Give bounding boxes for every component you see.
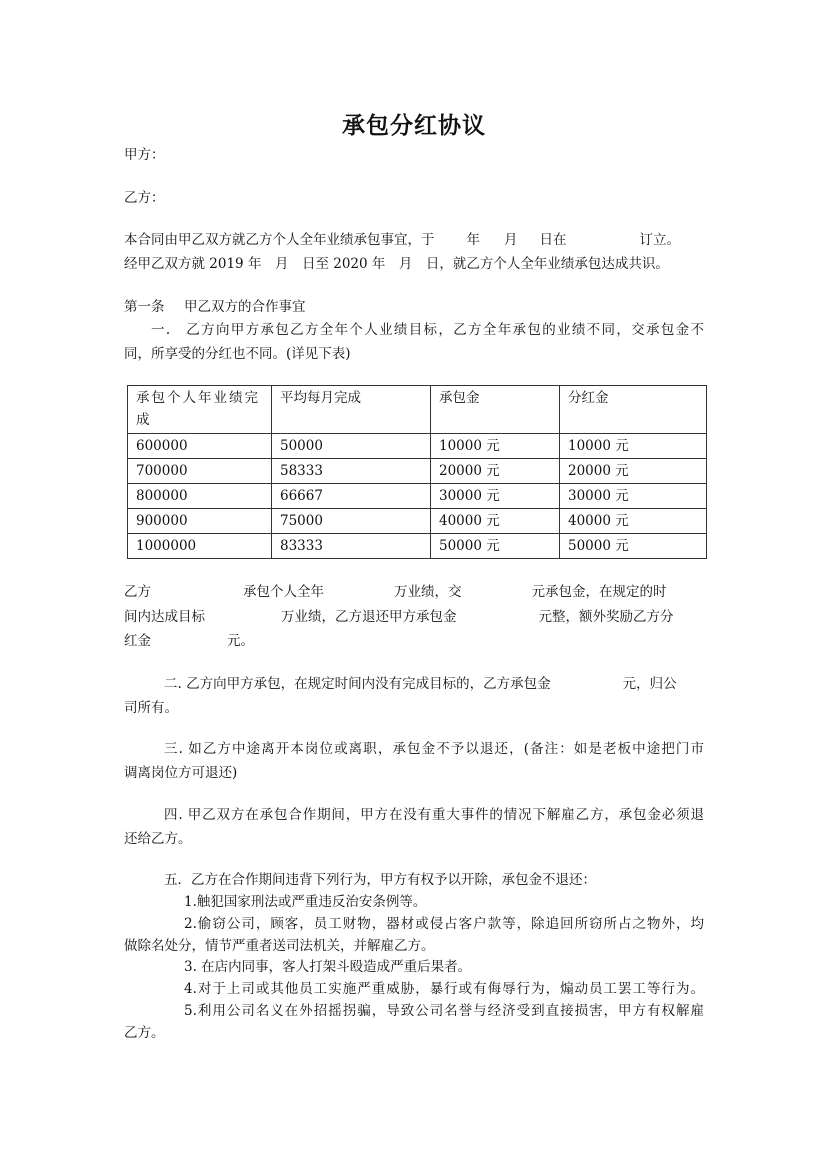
intro-day: 日在 (539, 232, 567, 248)
fill-text: 间内达成目标 (124, 609, 205, 625)
fill-line-2 (124, 605, 704, 629)
article-1-para-1-cont: 同，所享受的分红也不同。(详见下表) (124, 346, 351, 362)
fill-line-1 (124, 580, 704, 604)
fill-text: 万业绩，交 (394, 584, 462, 600)
table-cell: 50000 (272, 434, 431, 459)
clause-2-line-1 (164, 672, 704, 696)
clause-5-item-1: 1.触犯国家刑法或严重违反治安条例等。 (184, 894, 427, 910)
table-cell: 1000000 (128, 534, 272, 559)
clause-3-line-2: 调离岗位方可退还) (124, 765, 238, 781)
intro-end: 订立。 (639, 232, 680, 248)
fill-text: 元承包金，在规定的时 (531, 584, 667, 600)
table-header-cell: 承包个人年业绩完成 (128, 386, 272, 434)
clause-3-line-1: 三. 如乙方中途离开本岗位或离职，承包金不予以退还，(备注：如是老板中途把门市 (164, 741, 704, 757)
dividend-table (127, 385, 707, 559)
table-cell: 50000 元 (431, 534, 560, 559)
table-row (128, 459, 707, 484)
table-cell: 50000 元 (560, 534, 707, 559)
clause-5-item-4: 4.对于上司或其他员工实施严重威胁，暴行或有侮辱行为，煽动员工罢工等行为。 (184, 981, 704, 997)
table-cell: 20000 元 (560, 459, 707, 484)
table-cell: 75000 (272, 509, 431, 534)
table-header-cell: 承包金 (431, 386, 560, 434)
fill-text: 万业绩，乙方退还甲方承包金 (281, 609, 457, 625)
clause-5-item-2: 2.偷窃公司，顾客，员工财物，器材或侵占客户款等，除追回所窃所占之物外，均 (184, 916, 704, 932)
intro-line-1 (124, 228, 704, 252)
table-cell: 83333 (272, 534, 431, 559)
table-cell: 58333 (272, 459, 431, 484)
table-row (128, 434, 707, 459)
intro-year: 年 (466, 232, 480, 248)
table-header-row (128, 386, 707, 434)
fill-text: 元整，额外奖励乙方分 (538, 609, 674, 625)
clause-5-item-5-cont: 乙方。 (124, 1025, 165, 1041)
table-cell: 900000 (128, 509, 272, 534)
intro-line-2: 经甲乙双方就 2019 年 月 日至 2020 年 月 日，就乙方个人全年业绩承包达成共识。 (124, 256, 669, 272)
table-cell: 30000 元 (560, 484, 707, 509)
article-1-heading (124, 295, 306, 319)
table-cell: 800000 (128, 484, 272, 509)
clause-2-line-2: 司所有。 (124, 700, 178, 716)
intro-text: 本合同由甲乙双方就乙方个人全年业绩承包事宜，于 (124, 232, 435, 248)
fill-text: 乙方 (124, 584, 151, 600)
table-cell: 600000 (128, 434, 272, 459)
article-1-number: 第一条 (124, 299, 165, 315)
table-row (128, 534, 707, 559)
fill-line-3 (124, 629, 704, 653)
table-cell: 20000 元 (431, 459, 560, 484)
party-b-label: 乙方： (124, 190, 165, 206)
table-cell: 10000 元 (560, 434, 707, 459)
table-row (128, 484, 707, 509)
clause-2-text: 元，归公 (622, 676, 677, 692)
table-cell: 40000 元 (560, 509, 707, 534)
table-row (128, 509, 707, 534)
table-cell: 700000 (128, 459, 272, 484)
document-title: 承包分红协议 (342, 112, 486, 139)
clause-4-line-2: 还给乙方。 (124, 831, 192, 847)
fill-text: 承包个人全年 (243, 584, 324, 600)
clause-5-item-2-cont: 做除名处分，情节严重者送司法机关，并解雇乙方。 (124, 938, 435, 954)
table-cell: 30000 元 (431, 484, 560, 509)
fill-text: 元。 (227, 633, 254, 649)
article-1-title: 甲乙双方的合作事宜 (184, 299, 306, 315)
clause-5-intro: 五．乙方在合作期间违背下列行为，甲方有权予以开除，承包金不退还： (164, 872, 596, 888)
clause-4-line-1: 四. 甲乙双方在承包合作期间，甲方在没有重大事件的情况下解雇乙方，承包金必须退 (164, 807, 704, 823)
clause-5-item-5: 5.利用公司名义在外招摇拐骗，导致公司名誉与经济受到直接损害，甲方有权解雇 (184, 1003, 704, 1019)
fill-text: 红金 (124, 633, 151, 649)
party-a-label: 甲方： (124, 147, 165, 163)
clause-5-item-3: 3. 在店内同事，客人打架斗殴造成严重后果者。 (184, 959, 472, 975)
table-cell: 40000 元 (431, 509, 560, 534)
intro-month: 月 (504, 232, 518, 248)
table-cell: 10000 元 (431, 434, 560, 459)
table-header-cell: 平均每月完成 (272, 386, 431, 434)
table-header-cell: 分红金 (560, 386, 707, 434)
table-cell: 66667 (272, 484, 431, 509)
clause-2-text: 二. 乙方向甲方承包，在规定时间内没有完成目标的，乙方承包金 (164, 676, 551, 692)
article-1-para-1: 一. 乙方向甲方承包乙方全年个人业绩目标，乙方全年承包的业绩不同，交承包金不 (151, 322, 704, 338)
